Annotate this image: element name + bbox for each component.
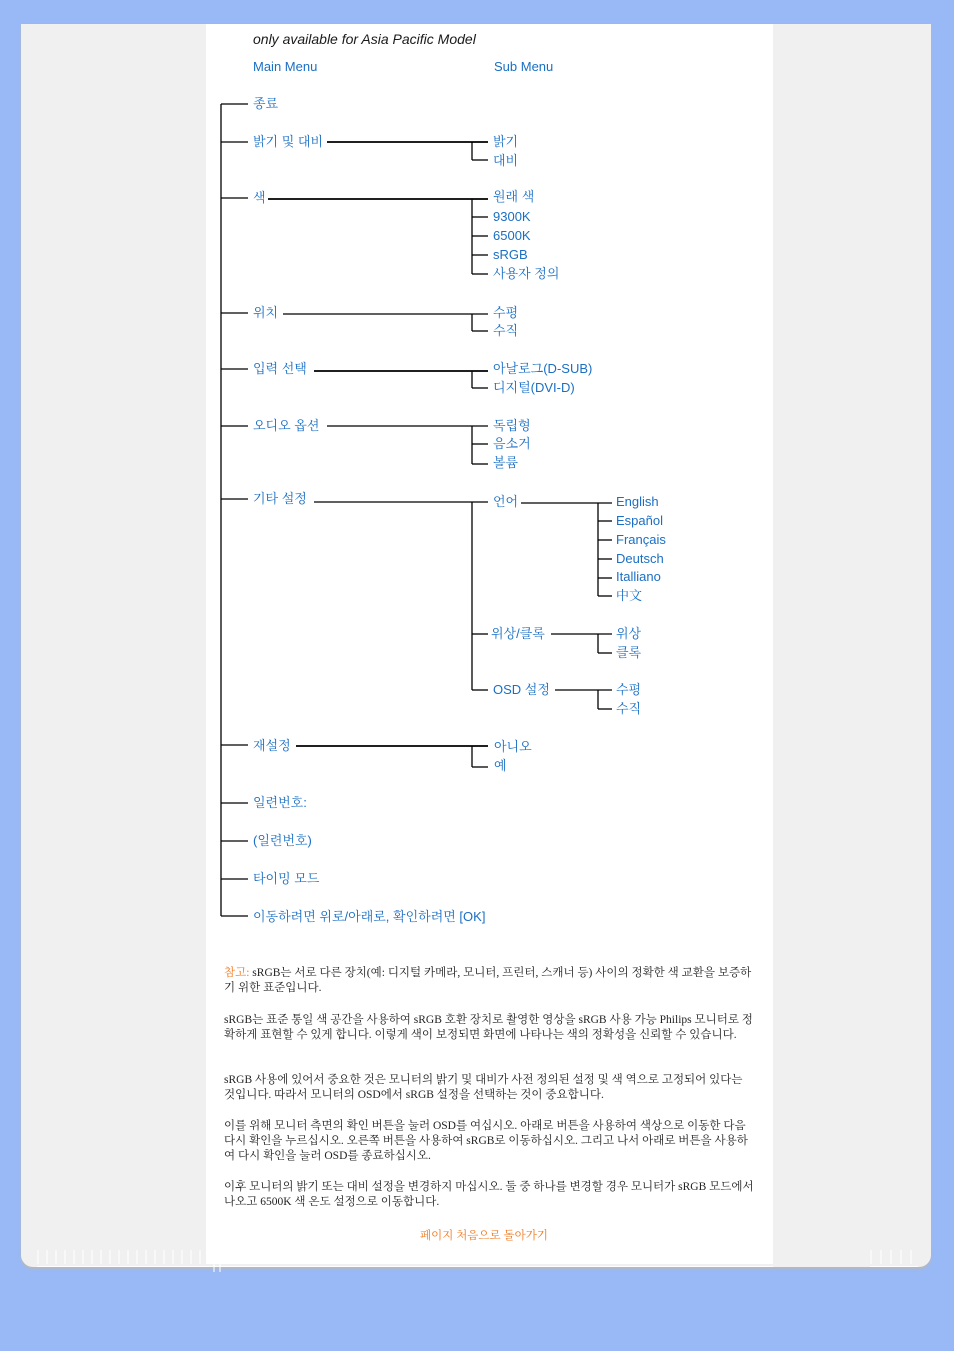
sub-item: 밝기	[493, 134, 519, 149]
note-label: 참고:	[224, 967, 250, 979]
sub-item: 음소거	[493, 436, 531, 451]
sub-item: 디지털(DVI-D)	[493, 380, 575, 395]
main-item-navigate: 이동하려면 위로/아래로, 확인하려면 [OK]	[253, 909, 486, 924]
sub-item: 6500K	[493, 228, 531, 243]
language-item: Italliano	[616, 569, 661, 584]
sub-item-language: 언어	[493, 494, 519, 509]
main-item-reset: 재설정	[253, 738, 291, 753]
language-item: 中文	[616, 588, 643, 603]
note-paragraph-5: 이후 모니터의 밝기 또는 대비 설정을 변경하지 마십시오. 둘 중 하나를 변경할 경우 모니터가 sRGB 모드에서 나오고 6500K 색 온도 설정으로 이동합니다.	[224, 1181, 754, 1208]
language-item: Español	[616, 513, 663, 528]
main-item-brightness: 밝기 및 대비	[253, 134, 324, 149]
sub-item: 아날로그(D-SUB)	[493, 361, 593, 376]
main-item-timing: 타이밍 모드	[253, 871, 320, 886]
sub-item: 수직	[493, 323, 519, 338]
language-item: Deutsch	[616, 551, 664, 566]
back-to-top-link[interactable]: 페이지 처음으로 돌아가기	[420, 1230, 548, 1242]
main-item-serial-value: (일련번호)	[253, 833, 312, 848]
main-item-exit: 종료	[253, 96, 279, 111]
language-item: Français	[616, 532, 666, 547]
main-item-audio: 오디오 옵션	[253, 418, 320, 433]
main-item-color: 색	[253, 190, 266, 205]
sub-item: 수평	[493, 305, 519, 320]
sub-item: 9300K	[493, 209, 531, 224]
main-item-position: 위치	[253, 305, 279, 320]
sub-item: 사용자 정의	[493, 266, 560, 281]
sub-menu-header: Sub Menu	[494, 59, 554, 74]
main-item-input: 입력 선택	[253, 361, 307, 376]
note-paragraph-3: sRGB 사용에 있어서 중요한 것은 모니터의 밝기 및 대비가 사전 정의된 설정 및 색 역으로 고정되어 있다는 것입니다. 따라서 모니터의 OSD에서 sRGB 설정을 선택하는 것이 중요합니다.	[224, 1074, 743, 1101]
note-paragraph-1: 참고: sRGB는 서로 다른 장치(예: 디지털 카메라, 모니터, 프린터, 스캐너 등) 사이의 정확한 색 교환을 보증하기 위한 표준입니다.	[224, 967, 752, 994]
osd-item: 수직	[616, 701, 642, 716]
main-item-serial-label: 일련번호:	[253, 795, 307, 810]
sub-item: 대비	[493, 153, 519, 168]
note-paragraph-4: 이를 위해 모니터 측면의 확인 버튼을 눌러 OSD를 여십시오. 아래로 버튼을 사용하여 색상으로 이동한 다음 다시 확인을 누르십시오. 오른쪽 버튼을 사용하여 sRGB로 이동하십시오. 그리고 나서 아래로 버튼을 사용하여 다시 확인을 눌러 OSD를 종료하십시오.	[224, 1120, 748, 1162]
language-item: English	[616, 494, 659, 509]
main-menu-header: Main Menu	[253, 59, 318, 74]
sub-item: 예	[494, 758, 507, 773]
osd-item: 수평	[616, 682, 642, 697]
sub-item: sRGB	[493, 247, 528, 262]
sub-item: 볼륨	[493, 455, 519, 470]
sub-item: 아니오	[494, 739, 532, 754]
note-paragraph-2: sRGB는 표준 통일 색 공간을 사용하여 sRGB 호환 장치로 촬영한 영상을 sRGB 사용 가능 Philips 모니터로 정확하게 표현할 수 있게 합니다. 이렇게 색이 보정되면 화면에 나타나는 색의 정확성을 신뢰할 수 있습니다.	[224, 1014, 753, 1041]
phase-item: 클록	[616, 645, 642, 660]
sub-item: 독립형	[493, 418, 531, 433]
phase-item: 위상	[616, 626, 642, 641]
main-item-other: 기타 설정	[253, 491, 307, 506]
sub-item: 원래 색	[493, 189, 535, 204]
sub-item-phase-clock: 위상/클록	[491, 626, 545, 641]
asia-pacific-note: only available for Asia Pacific Model	[253, 31, 476, 47]
sub-item-osd: OSD 설정	[493, 682, 550, 697]
